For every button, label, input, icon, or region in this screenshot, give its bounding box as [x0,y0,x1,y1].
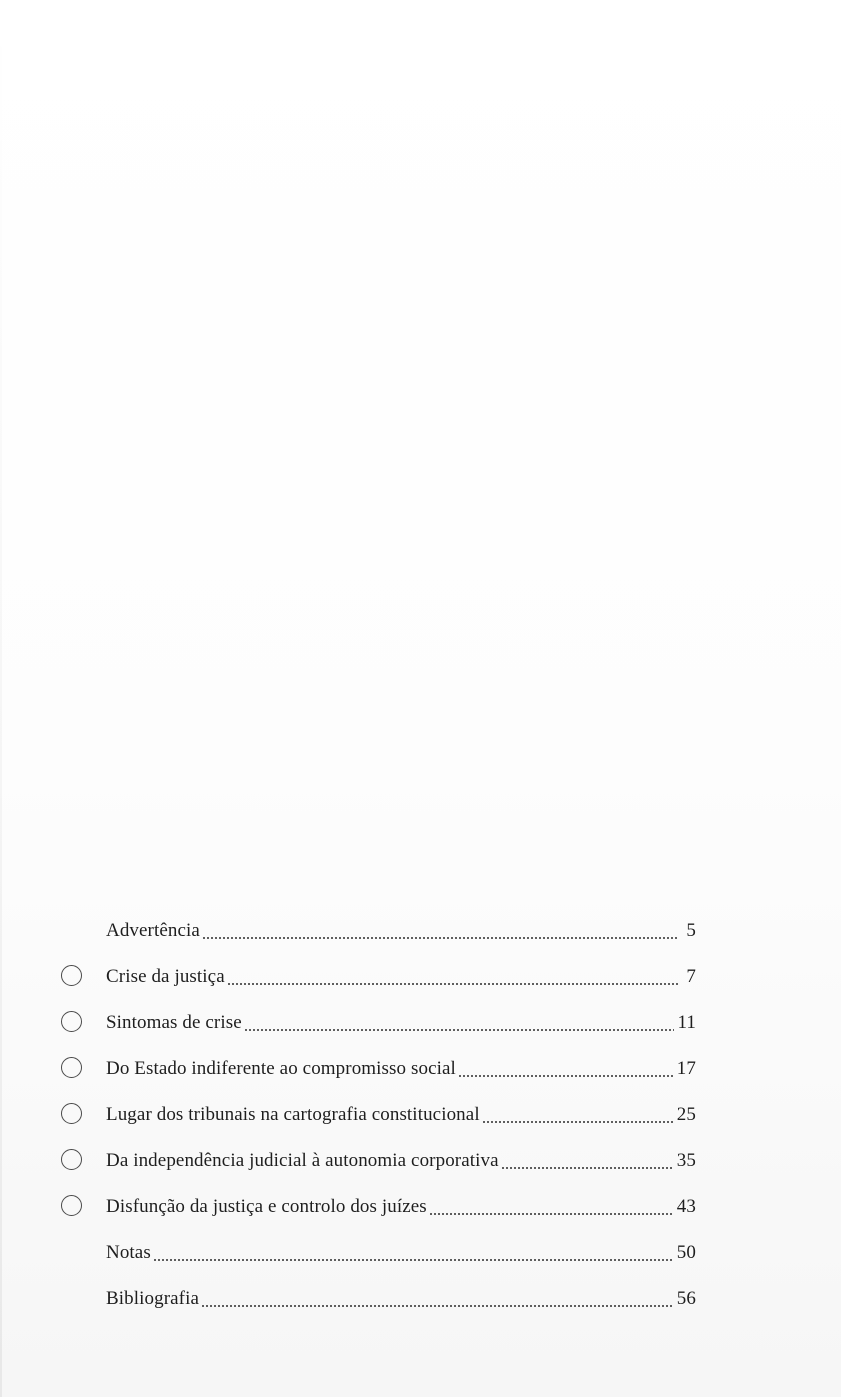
toc-entry-title: Sintomas de crise [106,1012,242,1033]
toc-entry-independencia-judicial[interactable] [0,1138,841,1184]
toc-entry-title: Crise da justiça [106,966,225,987]
toc-line [106,954,696,1000]
toc-page-number: 25 [676,1104,696,1125]
toc-page-number: 5 [686,920,696,941]
dot-leader [501,1167,673,1169]
toc-entry-crise-da-justica[interactable] [0,954,841,1000]
circle-bullet-icon [61,1103,82,1124]
dot-leader [202,937,678,939]
circle-bullet-icon [61,965,82,986]
toc-entry-title: Advertência [106,920,200,941]
dot-leader [227,983,678,985]
toc-page-number: 43 [676,1196,696,1217]
toc-entry-title: Bibliografia [106,1288,200,1309]
toc-page-number: 50 [676,1242,696,1263]
circle-bullet-icon [61,1149,82,1170]
toc-entry-title: Disfunção da justiça e controlo dos juízes [106,1196,427,1217]
toc-page-number: 11 [677,1012,696,1033]
toc-entry-title: Lugar dos tribunais na cartografia constitucional [106,1104,480,1125]
dot-leader [153,1259,673,1261]
toc-entry-title: Do Estado indiferente ao compromisso social [106,1058,456,1079]
dot-leader [458,1075,673,1077]
toc-page-number: 17 [676,1058,696,1079]
toc-entry-title: Notas [106,1242,151,1263]
circle-bullet-icon [61,1195,82,1216]
toc-entry-disfuncao-da-justica[interactable] [0,1184,841,1230]
dot-leader [244,1029,674,1031]
toc-line [106,1000,696,1046]
toc-line [106,1184,696,1230]
toc-page-number: 7 [686,966,696,987]
dot-leader [429,1213,673,1215]
toc-page-number: 56 [676,1288,696,1309]
toc-entry-advertencia[interactable] [0,908,841,954]
toc-line [106,908,696,954]
toc-entry-estado-indiferente[interactable] [0,1046,841,1092]
toc-line [106,1276,696,1322]
circle-bullet-icon [61,1057,82,1078]
toc-page-number: 35 [676,1150,696,1171]
toc-line [106,1138,696,1184]
dot-leader [201,1305,673,1307]
toc-entry-lugar-dos-tribunais[interactable] [0,1092,841,1138]
toc-line [106,1046,696,1092]
toc-line [106,1092,696,1138]
toc-entry-bibliografia[interactable] [0,1276,841,1322]
toc-entry-notas[interactable] [0,1230,841,1276]
toc-line [106,1230,696,1276]
toc-entry-sintomas-de-crise[interactable] [0,1000,841,1046]
toc-entry-title: Da independência judicial à autonomia corporativa [106,1150,499,1171]
dot-leader [482,1121,673,1123]
circle-bullet-icon [61,1011,82,1032]
